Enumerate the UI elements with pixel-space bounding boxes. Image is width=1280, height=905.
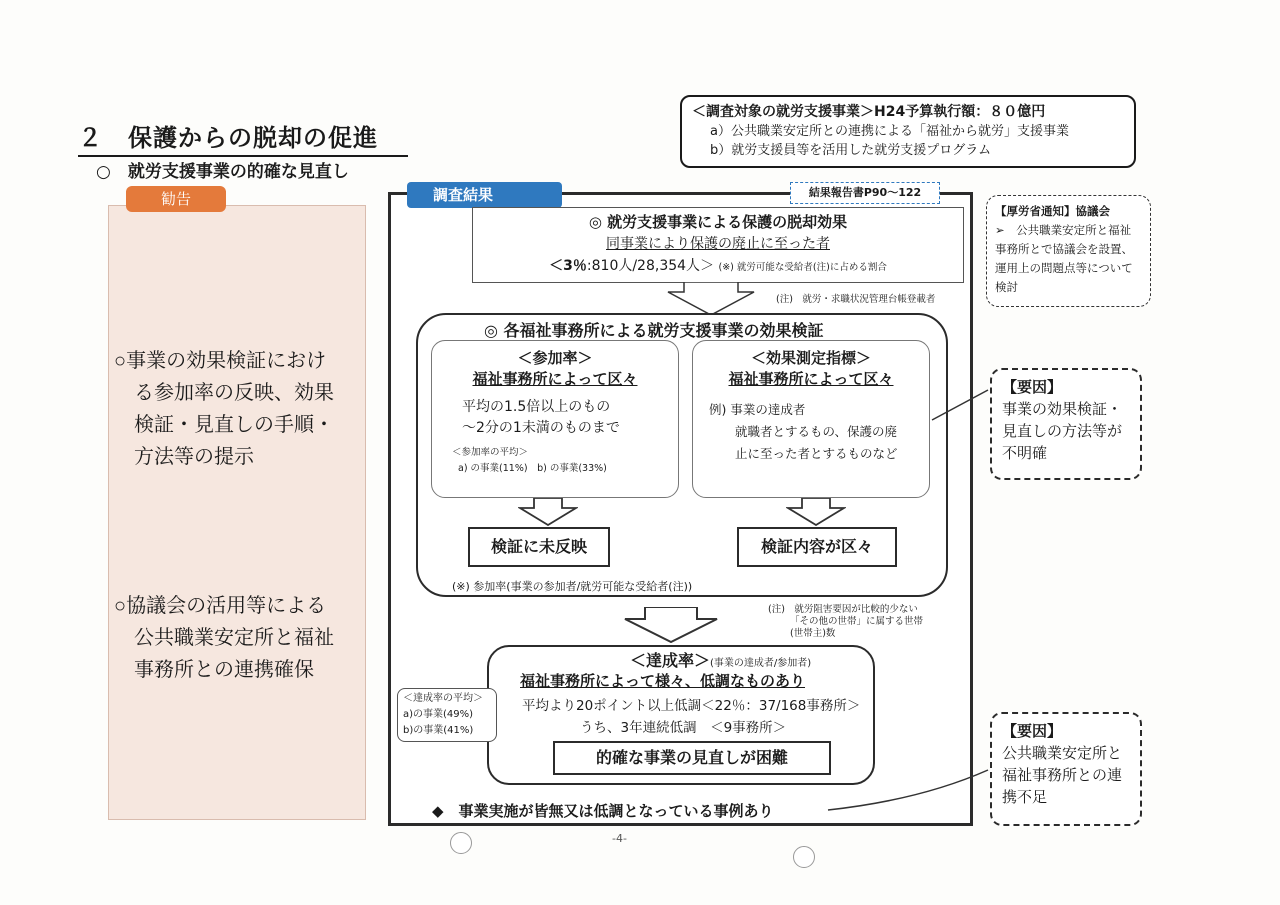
result-tag: 調査結果 — [407, 182, 562, 208]
unreflected-box: 検証に未反映 — [468, 527, 610, 567]
effect-footnote: (注) 就労・求職状況管理台帳登載者 — [776, 294, 936, 305]
connector-line — [820, 760, 1000, 820]
achievement-rate-line1: 平均より20ポイント以上低調＜22％：37/168事務所＞ — [522, 698, 861, 714]
down-arrow-icon — [518, 498, 578, 526]
recommendation-panel — [108, 205, 366, 820]
connector-line — [930, 380, 1000, 440]
participation-card: ＜参加率＞ 福祉事務所によって区々 平均の1.5倍以上のもの ～2分の1未満のものまで ＜参加率の平均＞ a) の事業(11%) b) の事業(33%) — [431, 340, 679, 498]
recommendation-item-1: ○事業の効果検証におけ る参加率の反映、効果 検証・見直しの手順・ 方法等の提示 — [114, 350, 334, 468]
punch-hole — [793, 846, 815, 868]
recommendation-item-2: ○協議会の活用等による 公共職業安定所と福祉 事務所との連携確保 — [114, 595, 334, 681]
achievement-rate-sub: 福祉事務所によって様々、低調なものあり — [520, 672, 806, 690]
section-subtitle: ○ 就労支援事業の的確な見直し — [96, 162, 349, 182]
varied-verification-box: 検証内容が区々 — [737, 527, 897, 567]
down-arrow-icon — [786, 498, 846, 526]
difficult-review-box: 的確な事業の見直しが困難 — [553, 741, 831, 775]
section-title: ２ 保護からの脱却の促進 — [78, 118, 408, 157]
rate-average-box: ＜達成率の平均＞ a)の事業(49%) b)の事業(41%) — [397, 688, 497, 742]
report-reference: 結果報告書P90～122 — [790, 182, 940, 204]
recommendation-tag: 勧告 — [126, 186, 226, 212]
down-arrow-icon — [666, 282, 756, 316]
punch-hole — [450, 832, 472, 854]
bottom-finding: ◆ 事業実施が皆無又は低調となっている事例あり — [432, 802, 774, 820]
household-footnote: (注) 就労阻害要因が比較的少ない 「その他の世帯」に属する世帯 (世帯主)数 — [768, 604, 924, 639]
verification-title: ◎ 各福祉事務所による就労支援事業の効果検証 — [484, 321, 824, 340]
council-notice-box: 【厚労省通知】協議会 ➢ 公共職業安定所と福祉事務所とで協議会を設置、運用上の問題点等について検討 — [986, 195, 1151, 307]
indicator-card: ＜効果測定指標＞ 福祉事務所によって区々 例) 事業の達成者 就職者とするもの、保護の廃 止に至った者とするものなど — [692, 340, 930, 498]
cause-box-1: 【要因】 事業の効果検証・見直しの方法等が不明確 — [990, 368, 1142, 480]
cause-box-2: 【要因】 公共職業安定所と福祉事務所との連携不足 — [990, 712, 1142, 826]
down-arrow-icon — [623, 607, 719, 643]
target-program-box: ＜調査対象の就労支援事業＞H24予算執行額：８０億円 a）公共職業安定所との連携による「福祉から就労」支援事業 b）就労支援員等を活用した就労支援プログラム — [680, 95, 1136, 168]
achievement-rate-line2: うち、3年連続低調 ＜9事務所＞ — [580, 720, 787, 736]
participation-note: (※) 参加率(事業の参加者/就労可能な受給者(注)) — [452, 580, 693, 593]
achievement-rate-head: ＜達成率＞(事業の達成者/参加者) — [630, 651, 812, 670]
page-number: -4- — [612, 832, 627, 845]
effect-box: ◎ 就労支援事業による保護の脱却効果 同事業により保護の廃止に至った者 ＜3％:810人/28,354人＞ (※) 就労可能な受給者(注)に占める割合 — [472, 207, 964, 283]
